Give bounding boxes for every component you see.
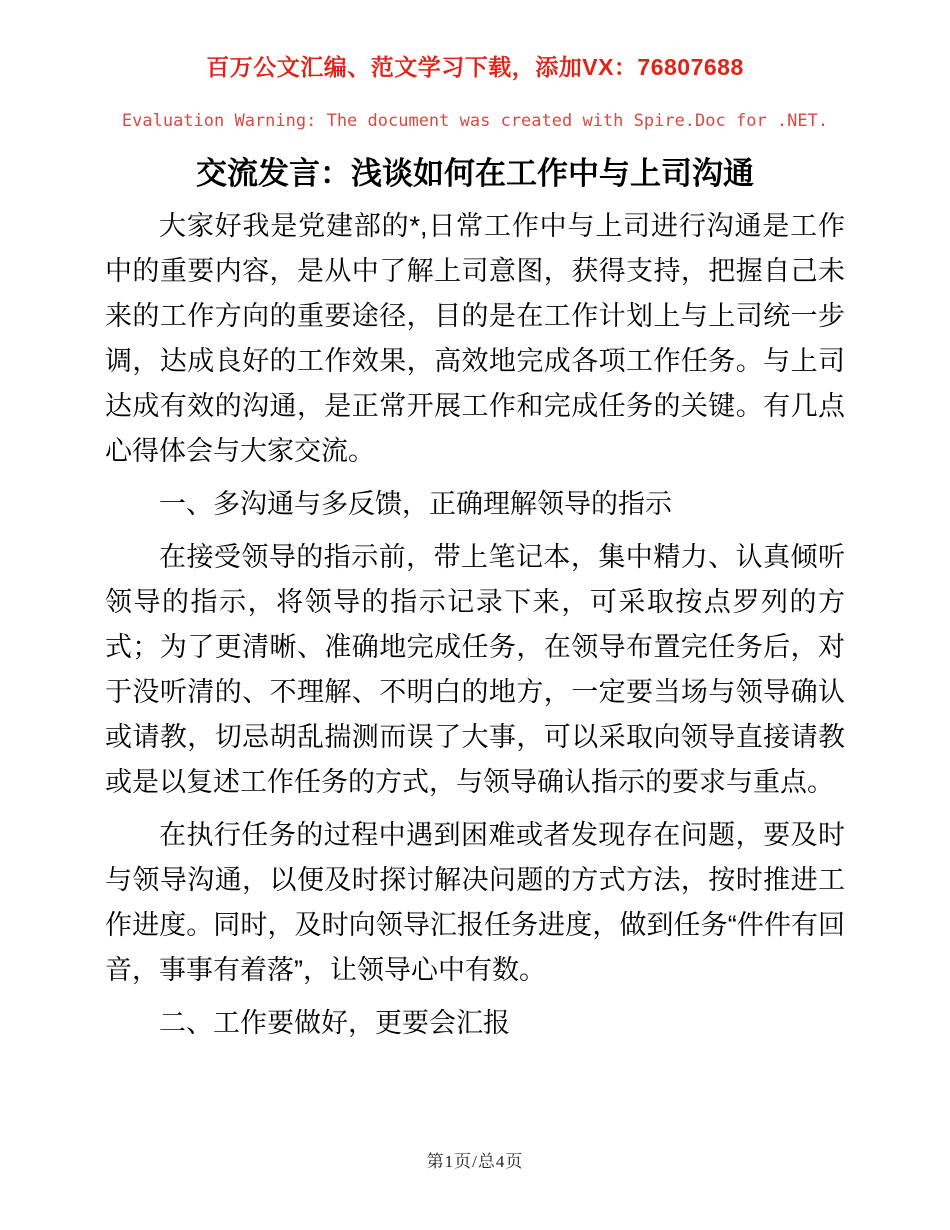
- section-heading: 二、工作要做好，更要会汇报: [159, 1008, 510, 1038]
- body-paragraph: 在执行任务的过程中遇到困难或者发现存在问题，要及时与领导沟通，以便及时探讨解决问题的方式方法，按时推进工作进度。同时，及时向领导汇报任务进度，做到任务“件件有回音，事事有着落”，让领导心中有数。: [105, 820, 845, 985]
- document-title: 交流发言：浅谈如何在工作中与上司沟通: [196, 156, 754, 191]
- body-paragraph: 大家好我是党建部的*,日常工作中与上司进行沟通是工作中的重要内容，是从中了解上司意图，获得支持，把握自己未来的工作方向的重要途径，目的是在工作计划上与上司统一步调，达成良好的工作效果，高效地完成各项工作任务。与上司达成有效的沟通，是正常开展工作和完成任务的关键。有几点心得体会与大家交流。: [105, 211, 845, 466]
- page-footer: [0, 1147, 950, 1172]
- document-body: [105, 204, 845, 1046]
- evaluation-warning-text: Evaluation Warning: The document was created with Spire.Doc for .NET.: [121, 111, 829, 131]
- promo-header-notice: 百万公文汇编、范文学习下载，添加VX：76807688: [206, 54, 744, 80]
- page-number-label: 第1页/总4页: [426, 1152, 524, 1171]
- body-paragraph: 在接受领导的指示前，带上笔记本，集中精力、认真倾听领导的指示，将领导的指示记录下来，可采取按点罗列的方式；为了更清晰、准确地完成任务，在领导布置完任务后，对于没听清的、不理解、不明白的地方，一定要当场与领导确认或请教，切忌胡乱揣测而误了大事，可以采取向领导直接请教或是以复述工作任务的方式，与领导确认指示的要求与重点。: [105, 542, 845, 797]
- section-heading: 一、多沟通与多反馈，正确理解领导的指示: [159, 489, 672, 519]
